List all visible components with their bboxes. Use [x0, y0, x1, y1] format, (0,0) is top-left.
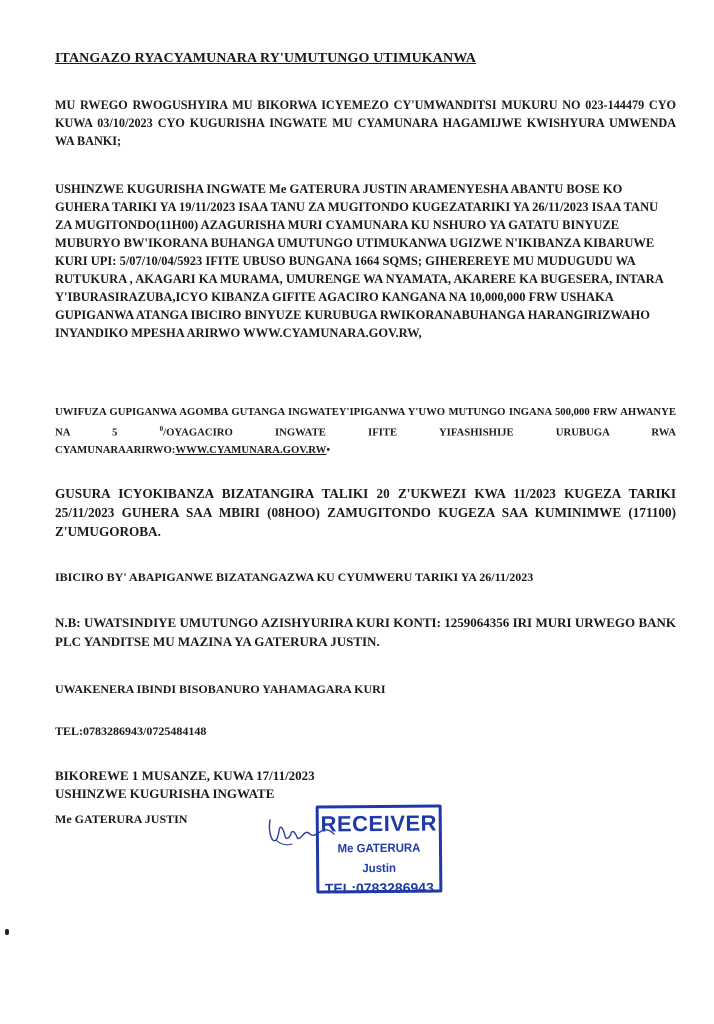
- paragraph-contact-intro: UWAKENERA IBINDI BISOBANURO YAHAMAGARA KURI: [55, 682, 386, 696]
- receiver-stamp: [316, 804, 443, 897]
- deposit-text-middle: /OYAGACIRO INGWATE IFITE YIFASHISHIJE URUBUGA RWA CYAMUNARAARIRWO:: [55, 426, 676, 456]
- signature-block: [55, 767, 676, 803]
- document-title: ITANGAZO RYACYAMUNARA RY'UMUTUNGO UTIMUKANWA: [55, 51, 476, 66]
- paragraph-site-visit: GUSURA ICYOKIBANZA BIZATANGIRA TALIKI 20 Z'UKWEZI KWA 11/2023 KUGEZA TARIKI 25/11/2023 GUHERA SAA MBIRI (08HOO) ZAMUGITONDO KUGEZA SAA KUMINIMWE (171100) Z'UMUGOROBA.: [55, 486, 676, 539]
- stamp-telephone: TEL:0783286943: [324, 879, 434, 897]
- paragraph-court-order: MU RWEGO RWOGUSHYIRA MU BIKORWA ICYEMEZO CY'UMWANDITSI MUKURU NO 023-144479 CYO KUWA 03/10/2023 CYO KUGURISHA INGWATE MU CYAMUNARA HAGAMIJWE KWISHYURA UMWENDA WA BANKI;: [55, 98, 676, 148]
- signatory-role: USHINZWE KUGURISHA INGWATE: [55, 786, 275, 801]
- auction-website-link[interactable]: WWW.CYAMUNARA.GOV.RW: [175, 443, 327, 456]
- paragraph-auction-details: USHINZWE KUGURISHA INGWATE Me GATERURA JUSTIN ARAMENYESHA ABANTU BOSE KO GUHERA TARIKI YA 19/11/2023 ISAA TANU ZA MUGITONDO KUGEZATARIKI YA 26/11/2023 ISAA TANU ZA MUGITONDO(11H00) AZAGURISHA MURI CYAMUNARA KU NSHURO YA GATATU BINYUZE MUBURYO BW'IKORANA BUHANGA UMUTUNGO UTIMUKANWA UGIZWE N'IKIBANZA KIBARUWE KURI UPI: 5/07/10/04/5923 IFITE UBUSO BUNGANA 1664 SQMS; GIHEREREYE MU MUDUGUDU WA RUTUKURA , AKAGARI KA MURAMA, UMURENGE WA NYAMATA, AKARERE KA BUGESERA, INTARA Y'IBURASIRAZUBA,ICYO KIBANZA GIFITE AGACIRO KANGANA NA 10,000,000 FRW USHAKA GUPIGANWA ATANGA IBICIRO BINYUZE KURUBUGA RWIKORANABUHANGA HARANGIRIZWAHO INYANDIKO MPESHA ARIRWO WWW.CYAMUNARA.GOV.RW,: [55, 182, 664, 340]
- paragraph-deposit-requirement: [55, 404, 676, 459]
- paragraph-results-date: IBICIRO BY' ABAPIGANWE BIZATANGAZWA KU CYUMWERU TARIKI YA 26/11/2023: [55, 570, 534, 584]
- contact-telephone: TEL:0783286943/0725484148: [55, 724, 207, 738]
- paragraph-payment-note: N.B: UWATSINDIYE UMUTUNGO AZISHYURIRA KURI KONTI: 1259064356 IRI MURI URWEGO BANK PLC YANDITSE MU MAZINA YA GATERURA JUSTIN.: [55, 615, 676, 649]
- scan-speck: [5, 929, 9, 935]
- deposit-text-end: •: [326, 443, 331, 456]
- deposit-superscript: 0: [159, 425, 164, 433]
- signatory-name: Me GATERURA JUSTIN: [55, 812, 188, 826]
- place-and-date: BIKOREWE 1 MUSANZE, KUWA 17/11/2023: [55, 768, 315, 783]
- stamp-name: Me GATERURA Justin: [337, 840, 421, 876]
- stamp-title: RECEIVER: [320, 810, 438, 837]
- deposit-text-start: UWIFUZA GUPIGANWA AGOMBA GUTANGA INGWATEY'IPIGANWA Y'UWO MUTUNGO INGANA 500,000 FRW AHWANYE NA 5: [55, 406, 676, 439]
